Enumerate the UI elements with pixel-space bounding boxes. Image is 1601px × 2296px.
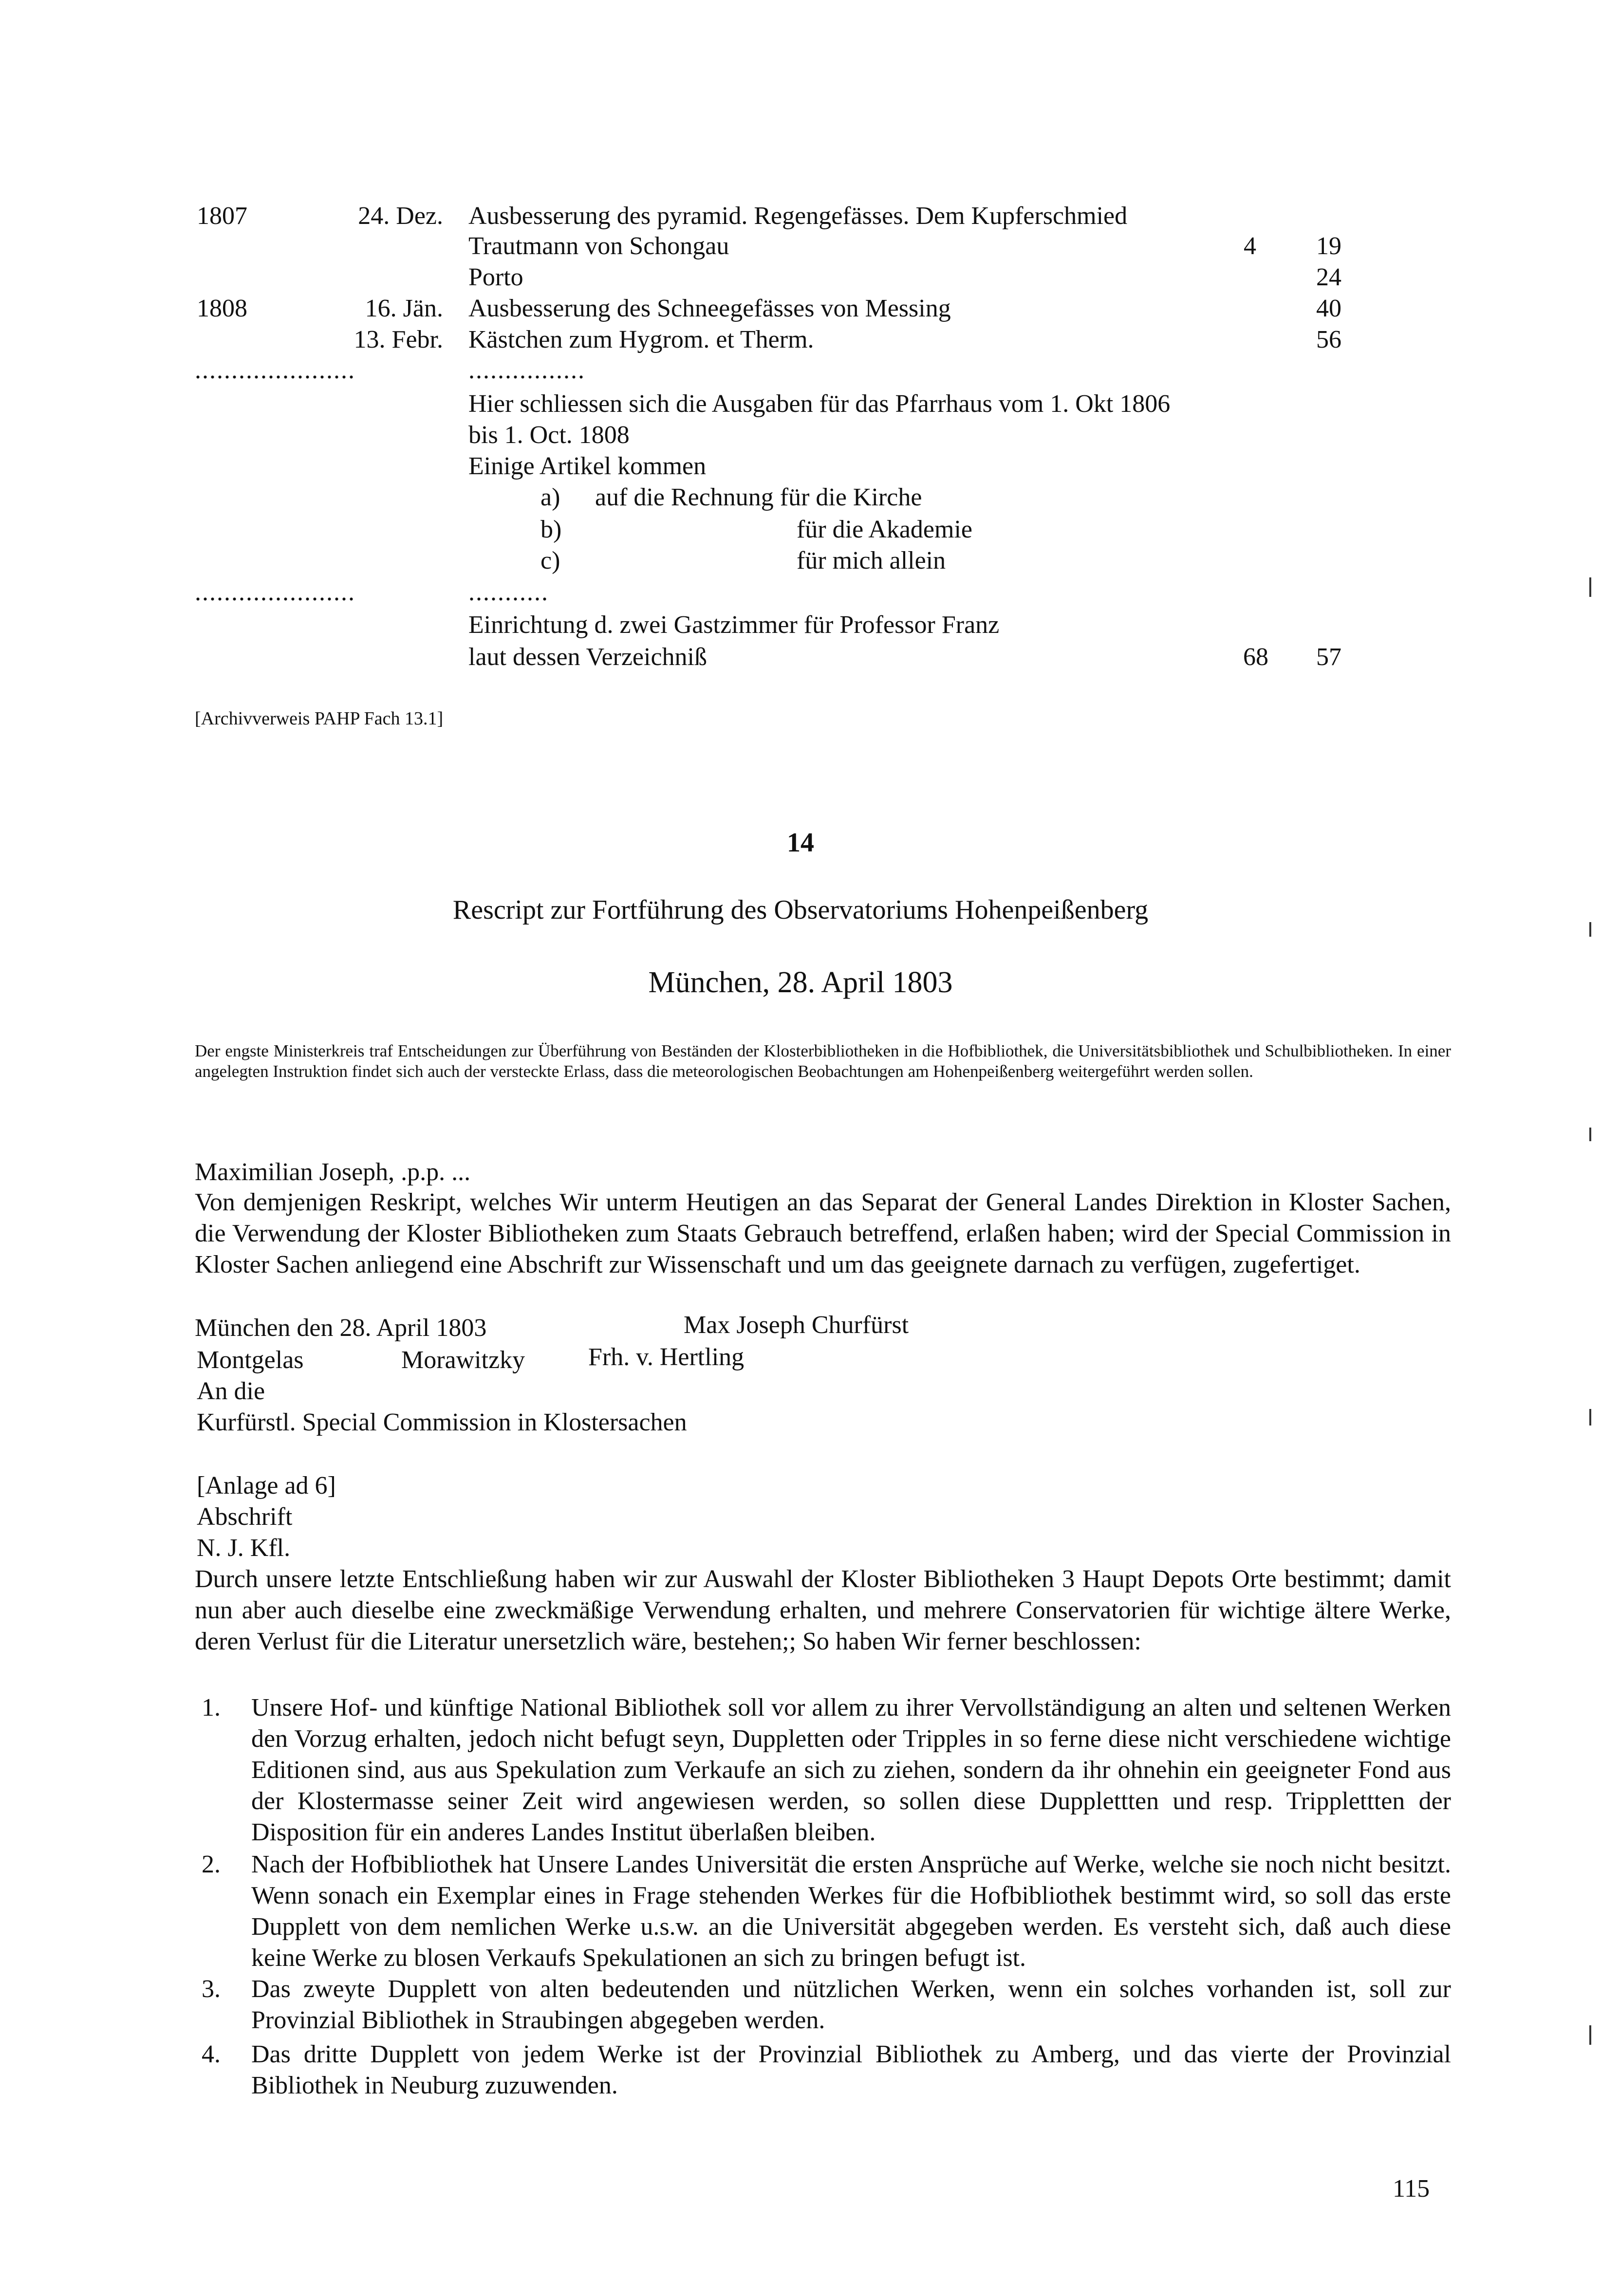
ledger-text: Einrichtung d. zwei Gastzimmer für Professor Franz (468, 611, 1000, 639)
annex-heading: [Anlage ad 6] (197, 1472, 336, 1500)
point-number: 3. (202, 1975, 221, 2003)
scan-artifact (1589, 2025, 1591, 2045)
document-number: 14 (787, 828, 814, 858)
point-number: 1. (202, 1694, 221, 1722)
item-label: a) (540, 483, 560, 511)
ledger-amount-kreuzer: 24 (1316, 263, 1341, 291)
point-text: Das zweyte Dupplett von alten bedeutenden und nützlichen Werken, wenn ein solches vorhanden ist, soll zur Provinzial Bibliothek in Straubingen abgegeben werden. (251, 1975, 1451, 2034)
ledger-date: 24. Dez. (358, 202, 443, 230)
ledger-text: Porto (468, 263, 523, 291)
item-text: für die Akademie (797, 516, 972, 543)
omission-dots: ...................... (195, 356, 355, 384)
ledger-amount-kreuzer: 57 (1316, 643, 1341, 671)
ledger-date: 16. Jän. (365, 295, 443, 322)
point-text: Unsere Hof- und künftige National Bibliothek soll vor allem zu ihrer Vervollständigung an alten und seltenen Werken den Vorzug erhalten, jedoch nicht befugt seyn, Duppletten oder Tripples in so ferne diese nicht verschiedene wichtige Editionen sind, aus aus Spekulation zum Verkaufe an sich zu ziehen, sondern da ihr ohnehin ein geeigneter Fond aus der Klostermasse seiner Zeit wird angewiesen werden, so sollen diese Dupplettten und resp. Tripplettten der Disposition für ein anderes Landes Institut überlaßen bleiben. (251, 1694, 1451, 1846)
cosigner: Morawitzky (401, 1346, 525, 1374)
scan-artifact (1589, 1128, 1591, 1141)
annex-heading: Abschrift (197, 1503, 293, 1531)
item-text: für mich allein (797, 547, 946, 574)
letter-signer: Max Joseph Churfürst (684, 1311, 909, 1339)
ledger-note: bis 1. Oct. 1808 (468, 421, 630, 449)
point-number: 2. (202, 1851, 221, 1878)
item-text: auf die Rechnung für die Kirche (595, 483, 922, 511)
annex-intro: Durch unsere letzte Entschließung haben wir zur Auswahl der Kloster Bibliotheken 3 Haupt Depots Orte bestimmt; damit nun aber auch dieselbe eine zweckmäßige Verwendung erhalten, und mehrere Conservatorien für wichtige ältere Werke, deren Verlust für die Literatur unersetzlich wäre, bestehen;; So haben Wir ferner beschlossen: (195, 1565, 1451, 1655)
point-text: Nach der Hofbibliothek hat Unsere Landes Universität die ersten Ansprüche auf Werke, welche sie noch nicht besitzt. Wenn sonach ein Exemplar eines in Frage stehenden Werkes für die Hofbibliothek bestimmt wird, so soll das erste Dupplett von dem nemlichen Werke u.s.w. an die Universität abgegeben werden. Es versteht sich, daß auch diese keine Werke zu blosen Verkaufs Spekulationen an sich zu bringen befugt ist. (251, 1851, 1451, 1972)
annex-heading: N. J. Kfl. (197, 1534, 291, 1562)
point-number: 4. (202, 2040, 221, 2068)
ledger-date: 13. Febr. (354, 326, 443, 353)
ledger-text: laut dessen Verzeichniß (468, 643, 707, 671)
ledger-text: Ausbesserung des pyramid. Regengefässes. Dem Kupferschmied (468, 202, 1128, 230)
ledger-text: Ausbesserung des Schneegefässes von Messing (468, 295, 951, 322)
scan-artifact (1589, 577, 1591, 597)
ledger-text: Trautmann von Schongau (468, 232, 729, 260)
document-title: Rescript zur Fortführung des Observatoriums Hohenpeißenberg (452, 895, 1149, 925)
addressee-line: Kurfürstl. Special Commission in Klostersachen (197, 1408, 687, 1436)
item-label: b) (540, 516, 562, 543)
document-place-date: München, 28. April 1803 (648, 966, 953, 999)
ledger-amount-kreuzer: 40 (1316, 295, 1341, 322)
omission-dots: ...................... (195, 578, 355, 606)
ledger-year: 1807 (197, 202, 247, 230)
editorial-abstract: Der engste Ministerkreis traf Entscheidungen zur Überführung von Beständen der Klosterbibliotheken in die Hofbibliothek, die Universitätsbibliothek und Schulbibliotheken. In einer angelegten Instruktion findet sich auch der versteckte Erlass, dass die meteorologischen Beobachtungen am Hohenpeißenberg weitergeführt werden sollen. (195, 1041, 1451, 1081)
ledger-amount-gulden: 68 (1243, 643, 1268, 671)
ledger-amount-kreuzer: 56 (1316, 326, 1341, 353)
omission-dots: ................ (468, 356, 585, 384)
ledger-note: Einige Artikel kommen (468, 452, 707, 480)
letter-body: Von demjenigen Reskript, welches Wir unterm Heutigen an das Separat der General Landes Direktion in Kloster Sachen, die Verwendung der Kloster Bibliotheken zum Staats Gebrauch betreffend, erlaßen haben; wird der Special Commission in Kloster Sachen anliegend eine Abschrift zur Wissenschaft und um das geeignete darnach zu verfügen, zugefertiget. (195, 1188, 1451, 1278)
ledger-text: Kästchen zum Hygrom. et Therm. (468, 326, 814, 353)
point-text: Das dritte Dupplett von jedem Werke ist der Provinzial Bibliothek zu Amberg, und das vierte der Provinzial Bibliothek in Neuburg zuzuwenden. (251, 2040, 1451, 2099)
ledger-year: 1808 (197, 295, 247, 322)
item-label: c) (540, 547, 560, 574)
cosigner: Frh. v. Hertling (588, 1343, 745, 1371)
ledger-amount-gulden: 4 (1244, 232, 1256, 260)
letter-date-place: München den 28. April 1803 (195, 1314, 487, 1342)
ledger-amount-kreuzer: 19 (1316, 232, 1341, 260)
addressee-line: An die (197, 1377, 265, 1405)
letter-salutation: Maximilian Joseph, .p.p. ... (195, 1158, 471, 1186)
page-number: 115 (1393, 2175, 1430, 2203)
ledger-note: Hier schliessen sich die Ausgaben für das Pfarrhaus vom 1. Okt 1806 (468, 390, 1171, 418)
scan-artifact (1589, 1409, 1591, 1426)
archive-reference: [Archivverweis PAHP Fach 13.1] (195, 708, 444, 729)
cosigner: Montgelas (197, 1346, 304, 1374)
scan-artifact (1589, 922, 1591, 937)
omission-dots: ........... (468, 578, 549, 606)
